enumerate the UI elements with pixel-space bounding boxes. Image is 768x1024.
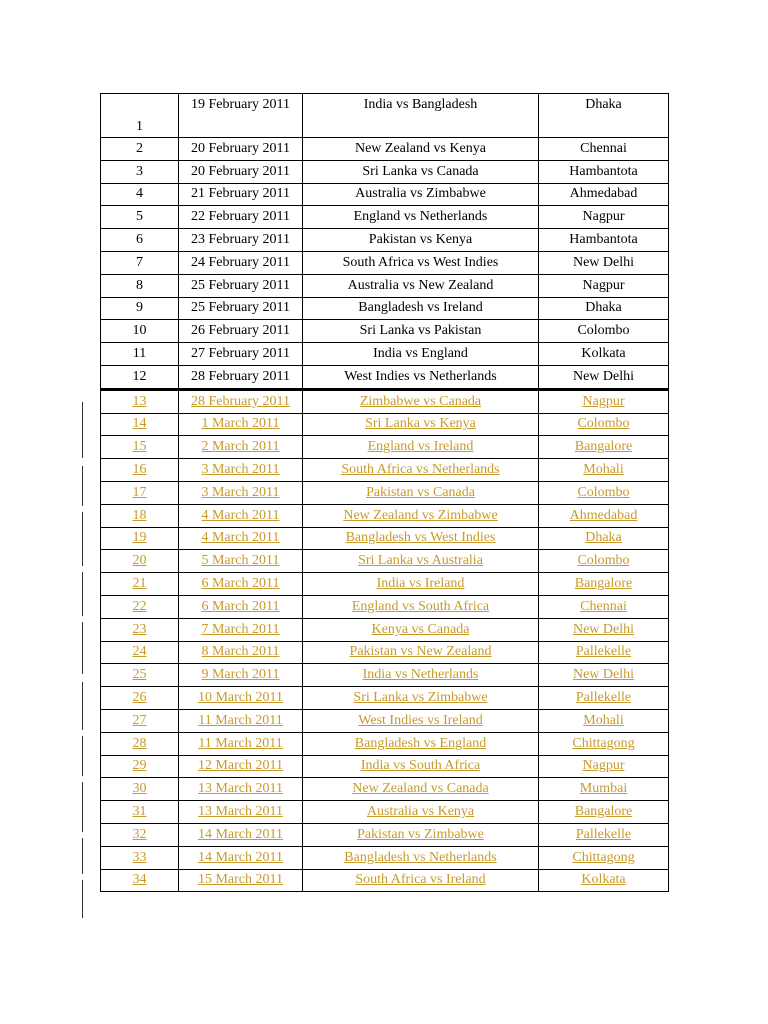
- match-venue: Hambantota: [539, 229, 669, 252]
- match-date-link[interactable]: 14 March 2011: [179, 846, 303, 869]
- revision-change-bar: [82, 622, 83, 674]
- table-row[interactable]: [101, 641, 669, 664]
- revision-change-bar: [82, 572, 83, 616]
- table-row: [101, 206, 669, 229]
- match-date: 25 February 2011: [179, 274, 303, 297]
- match-venue: New Delhi: [539, 365, 669, 389]
- match-date: 19 February 2011: [179, 94, 303, 138]
- match-date: 24 February 2011: [179, 251, 303, 274]
- match-fixture-link[interactable]: Kenya vs Canada: [303, 618, 539, 641]
- match-number-link[interactable]: 28: [101, 732, 179, 755]
- revision-change-bar: [82, 736, 83, 776]
- table-row[interactable]: [101, 595, 669, 618]
- match-number-link[interactable]: 14: [101, 413, 179, 436]
- match-number-link[interactable]: 16: [101, 459, 179, 482]
- match-number-link[interactable]: 31: [101, 801, 179, 824]
- match-venue-link[interactable]: Nagpur: [539, 755, 669, 778]
- match-date-link[interactable]: 3 March 2011: [179, 481, 303, 504]
- table-row[interactable]: [101, 778, 669, 801]
- match-venue: Kolkata: [539, 343, 669, 366]
- schedule-body: [101, 94, 669, 892]
- match-fixture-link[interactable]: Sri Lanka vs Australia: [303, 550, 539, 573]
- match-venue-link[interactable]: Chittagong: [539, 846, 669, 869]
- table-row: [101, 365, 669, 389]
- match-date-link[interactable]: 5 March 2011: [179, 550, 303, 573]
- revision-change-bar: [82, 838, 83, 874]
- match-date: 27 February 2011: [179, 343, 303, 366]
- table-row[interactable]: [101, 869, 669, 892]
- match-date: 20 February 2011: [179, 160, 303, 183]
- match-number-link[interactable]: 26: [101, 687, 179, 710]
- match-number-link[interactable]: 21: [101, 573, 179, 596]
- match-venue-link[interactable]: Colombo: [539, 413, 669, 436]
- match-date-link[interactable]: 10 March 2011: [179, 687, 303, 710]
- match-date-link[interactable]: 1 March 2011: [179, 413, 303, 436]
- match-date-link[interactable]: 9 March 2011: [179, 664, 303, 687]
- revision-change-bar: [82, 880, 83, 918]
- match-number-link[interactable]: 34: [101, 869, 179, 892]
- change-bar-gutter: [82, 402, 84, 918]
- match-number: 4: [101, 183, 179, 206]
- table-row[interactable]: [101, 687, 669, 710]
- table-row[interactable]: [101, 504, 669, 527]
- match-venue-link[interactable]: New Delhi: [539, 618, 669, 641]
- match-date-link[interactable]: 6 March 2011: [179, 573, 303, 596]
- match-fixture: Australia vs New Zealand: [303, 274, 539, 297]
- revision-change-bar: [82, 512, 83, 566]
- match-venue-link[interactable]: Dhaka: [539, 527, 669, 550]
- match-number-link[interactable]: 29: [101, 755, 179, 778]
- match-fixture: Australia vs Zimbabwe: [303, 183, 539, 206]
- match-fixture-link[interactable]: India vs Netherlands: [303, 664, 539, 687]
- match-venue: New Delhi: [539, 251, 669, 274]
- table-row[interactable]: [101, 413, 669, 436]
- match-number-link[interactable]: 27: [101, 709, 179, 732]
- match-venue: Hambantota: [539, 160, 669, 183]
- match-number-link[interactable]: 25: [101, 664, 179, 687]
- table-row[interactable]: [101, 732, 669, 755]
- match-schedule-table: [100, 93, 669, 892]
- match-number-link[interactable]: 32: [101, 823, 179, 846]
- match-date: 25 February 2011: [179, 297, 303, 320]
- table-row: [101, 343, 669, 366]
- match-fixture-link[interactable]: Zimbabwe vs Canada: [303, 389, 539, 413]
- match-venue: Colombo: [539, 320, 669, 343]
- table-row[interactable]: [101, 481, 669, 504]
- table-row: [101, 320, 669, 343]
- match-number-link[interactable]: 23: [101, 618, 179, 641]
- match-number-link[interactable]: 13: [101, 389, 179, 413]
- match-venue: Dhaka: [539, 94, 669, 138]
- match-date: 22 February 2011: [179, 206, 303, 229]
- match-date: 21 February 2011: [179, 183, 303, 206]
- match-fixture: Sri Lanka vs Pakistan: [303, 320, 539, 343]
- table-row[interactable]: [101, 550, 669, 573]
- match-date-link[interactable]: 4 March 2011: [179, 527, 303, 550]
- match-venue-link[interactable]: New Delhi: [539, 664, 669, 687]
- match-fixture-link[interactable]: Pakistan vs Zimbabwe: [303, 823, 539, 846]
- match-fixture-link[interactable]: Bangladesh vs Netherlands: [303, 846, 539, 869]
- match-number: 8: [101, 274, 179, 297]
- match-fixture: England vs Netherlands: [303, 206, 539, 229]
- match-venue-link[interactable]: Colombo: [539, 481, 669, 504]
- match-venue-link[interactable]: Mohali: [539, 709, 669, 732]
- match-fixture-link[interactable]: South Africa vs Ireland: [303, 869, 539, 892]
- match-number-link[interactable]: 17: [101, 481, 179, 504]
- match-number-link[interactable]: 19: [101, 527, 179, 550]
- match-number: 12: [101, 365, 179, 389]
- match-venue-link[interactable]: Bangalore: [539, 801, 669, 824]
- match-number: 6: [101, 229, 179, 252]
- table-row[interactable]: [101, 618, 669, 641]
- match-date-link[interactable]: 13 March 2011: [179, 778, 303, 801]
- match-venue: Chennai: [539, 138, 669, 161]
- match-fixture-link[interactable]: Australia vs Kenya: [303, 801, 539, 824]
- revision-change-bar: [82, 782, 83, 832]
- revision-change-bar: [82, 402, 83, 458]
- match-fixture-link[interactable]: Sri Lanka vs Kenya: [303, 413, 539, 436]
- match-venue-link[interactable]: Bangalore: [539, 436, 669, 459]
- match-venue-link[interactable]: Chennai: [539, 595, 669, 618]
- match-fixture-link[interactable]: England vs South Africa: [303, 595, 539, 618]
- match-date: 20 February 2011: [179, 138, 303, 161]
- table-row: [101, 160, 669, 183]
- match-fixture-link[interactable]: West Indies vs Ireland: [303, 709, 539, 732]
- match-fixture: West Indies vs Netherlands: [303, 365, 539, 389]
- match-venue-link[interactable]: Colombo: [539, 550, 669, 573]
- match-fixture: Sri Lanka vs Canada: [303, 160, 539, 183]
- match-date-link[interactable]: 11 March 2011: [179, 709, 303, 732]
- match-fixture-link[interactable]: England vs Ireland: [303, 436, 539, 459]
- match-number-link[interactable]: 22: [101, 595, 179, 618]
- match-number-link[interactable]: 18: [101, 504, 179, 527]
- match-number: 11: [101, 343, 179, 366]
- match-date-link[interactable]: 11 March 2011: [179, 732, 303, 755]
- match-venue: Ahmedabad: [539, 183, 669, 206]
- match-fixture-link[interactable]: Sri Lanka vs Zimbabwe: [303, 687, 539, 710]
- match-date: 23 February 2011: [179, 229, 303, 252]
- match-number-link[interactable]: 33: [101, 846, 179, 869]
- table-row[interactable]: [101, 459, 669, 482]
- table-row[interactable]: [101, 846, 669, 869]
- revision-change-bar: [82, 466, 83, 506]
- match-number-link[interactable]: 30: [101, 778, 179, 801]
- match-fixture: New Zealand vs Kenya: [303, 138, 539, 161]
- match-fixture: India vs England: [303, 343, 539, 366]
- match-date-link[interactable]: 15 March 2011: [179, 869, 303, 892]
- match-venue-link[interactable]: Mohali: [539, 459, 669, 482]
- table-row[interactable]: [101, 573, 669, 596]
- table-row[interactable]: [101, 709, 669, 732]
- match-date-link[interactable]: 7 March 2011: [179, 618, 303, 641]
- match-venue-link[interactable]: Chittagong: [539, 732, 669, 755]
- match-number: 5: [101, 206, 179, 229]
- table-row[interactable]: [101, 823, 669, 846]
- match-venue-link[interactable]: Nagpur: [539, 389, 669, 413]
- table-row[interactable]: [101, 755, 669, 778]
- match-number: 9: [101, 297, 179, 320]
- table-row[interactable]: [101, 389, 669, 413]
- match-date-link[interactable]: 28 February 2011: [179, 389, 303, 413]
- match-fixture-link[interactable]: New Zealand vs Zimbabwe: [303, 504, 539, 527]
- table-row: [101, 94, 669, 138]
- table-row[interactable]: [101, 436, 669, 459]
- match-venue-link[interactable]: Ahmedabad: [539, 504, 669, 527]
- table-row: [101, 138, 669, 161]
- match-venue-link[interactable]: Pallekelle: [539, 641, 669, 664]
- table-row[interactable]: [101, 527, 669, 550]
- match-venue: Dhaka: [539, 297, 669, 320]
- match-venue-link[interactable]: Bangalore: [539, 573, 669, 596]
- match-fixture: India vs Bangladesh: [303, 94, 539, 138]
- table-row: [101, 297, 669, 320]
- match-fixture-link[interactable]: India vs Ireland: [303, 573, 539, 596]
- match-fixture-link[interactable]: India vs South Africa: [303, 755, 539, 778]
- match-date-link[interactable]: 3 March 2011: [179, 459, 303, 482]
- match-fixture: Bangladesh vs Ireland: [303, 297, 539, 320]
- match-venue-link[interactable]: Pallekelle: [539, 823, 669, 846]
- match-date: 28 February 2011: [179, 365, 303, 389]
- match-fixture: Pakistan vs Kenya: [303, 229, 539, 252]
- match-date: 26 February 2011: [179, 320, 303, 343]
- table-row[interactable]: [101, 664, 669, 687]
- table-row: [101, 183, 669, 206]
- match-venue-link[interactable]: Pallekelle: [539, 687, 669, 710]
- match-fixture-link[interactable]: Pakistan vs New Zealand: [303, 641, 539, 664]
- match-fixture-link[interactable]: Bangladesh vs England: [303, 732, 539, 755]
- match-number: 3: [101, 160, 179, 183]
- table-row: [101, 274, 669, 297]
- match-date-link[interactable]: 14 March 2011: [179, 823, 303, 846]
- match-date-link[interactable]: 8 March 2011: [179, 641, 303, 664]
- match-date-link[interactable]: 6 March 2011: [179, 595, 303, 618]
- match-number-link[interactable]: 15: [101, 436, 179, 459]
- match-number-link[interactable]: 24: [101, 641, 179, 664]
- match-number: 10: [101, 320, 179, 343]
- match-venue-link[interactable]: Kolkata: [539, 869, 669, 892]
- match-number: 7: [101, 251, 179, 274]
- match-date-link[interactable]: 4 March 2011: [179, 504, 303, 527]
- match-date-link[interactable]: 2 March 2011: [179, 436, 303, 459]
- match-fixture-link[interactable]: Pakistan vs Canada: [303, 481, 539, 504]
- match-fixture-link[interactable]: New Zealand vs Canada: [303, 778, 539, 801]
- match-venue: Nagpur: [539, 274, 669, 297]
- revision-change-bar: [82, 682, 83, 730]
- match-number: 2: [101, 138, 179, 161]
- match-number: 1: [101, 94, 179, 138]
- match-date-link[interactable]: 12 March 2011: [179, 755, 303, 778]
- match-fixture-link[interactable]: Bangladesh vs West Indies: [303, 527, 539, 550]
- match-fixture: South Africa vs West Indies: [303, 251, 539, 274]
- match-venue-link[interactable]: Mumbai: [539, 778, 669, 801]
- table-row[interactable]: [101, 801, 669, 824]
- match-date-link[interactable]: 13 March 2011: [179, 801, 303, 824]
- match-fixture-link[interactable]: South Africa vs Netherlands: [303, 459, 539, 482]
- table-row: [101, 251, 669, 274]
- match-number-link[interactable]: 20: [101, 550, 179, 573]
- match-venue: Nagpur: [539, 206, 669, 229]
- table-row: [101, 229, 669, 252]
